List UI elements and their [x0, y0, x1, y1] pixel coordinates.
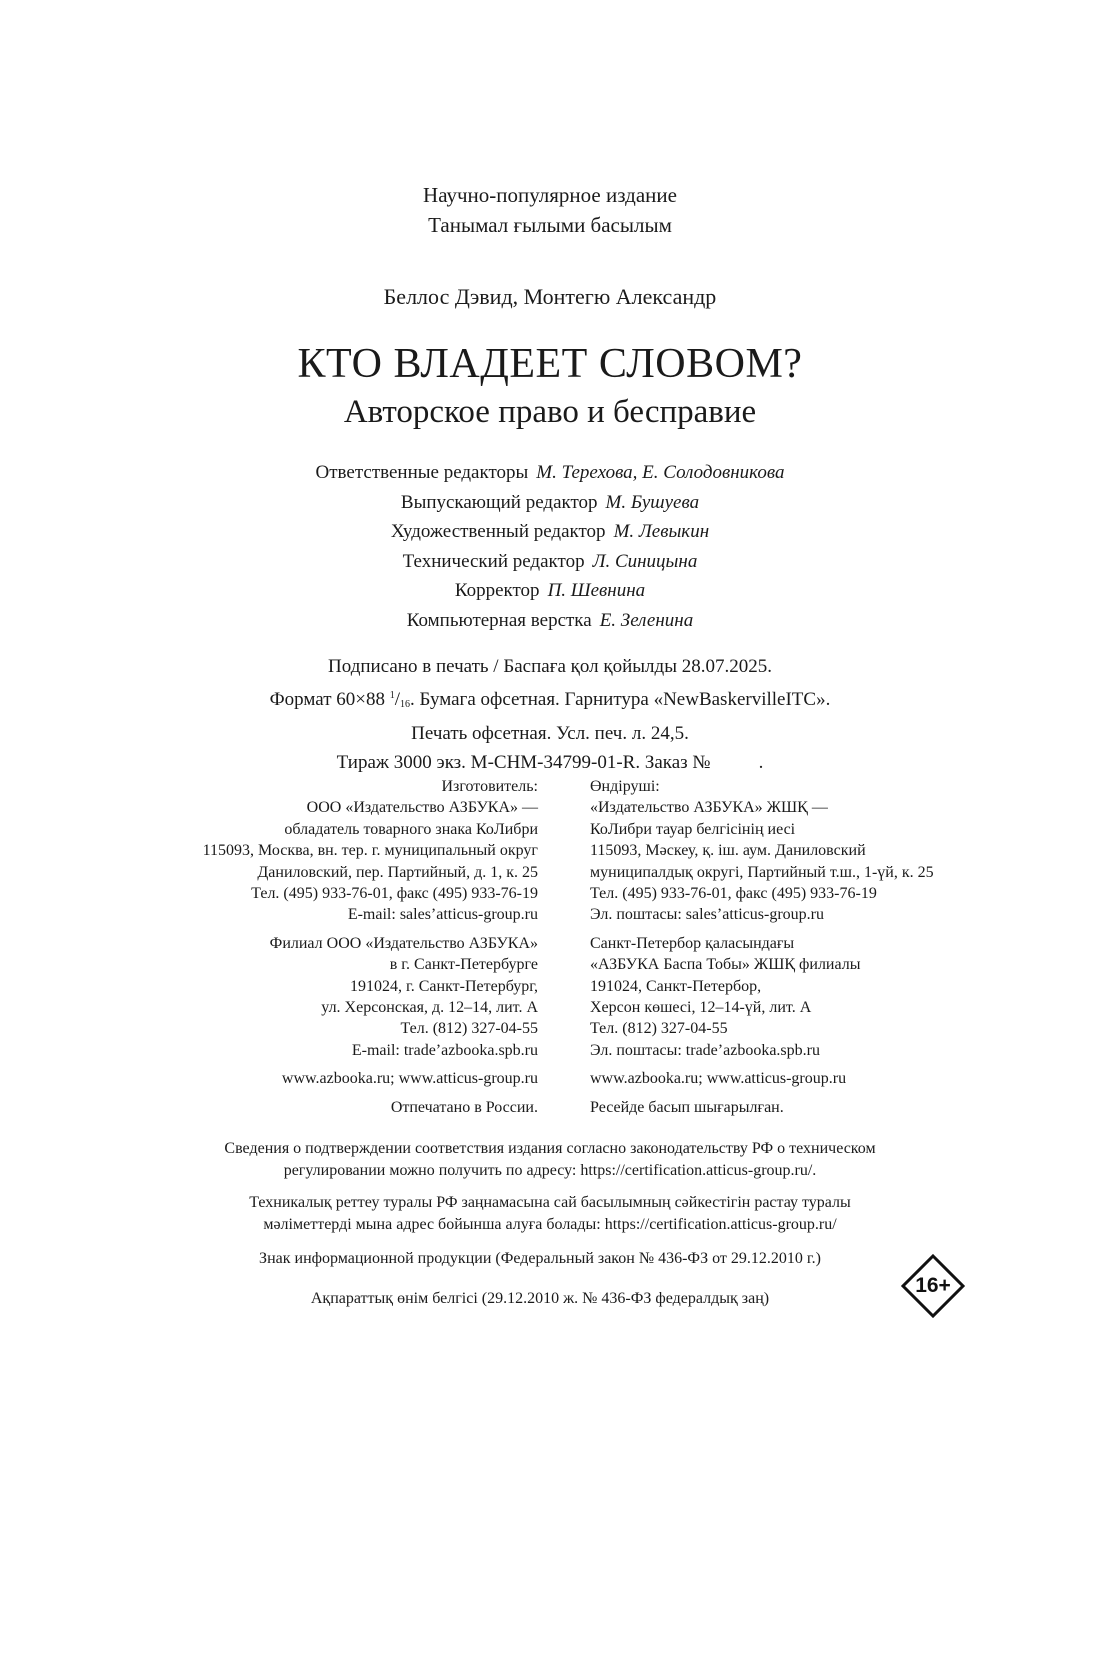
address-group [590, 1068, 934, 1089]
note-line: мәліметтерді мына адрес бойынша алуға болады: https://certification.atticus-group.ru/ [263, 1215, 837, 1233]
printing-line: Печать офсетная. Усл. печ. л. 24,5. [411, 723, 689, 744]
address-line: 115093, Мәскеу, қ. іш. аум. Даниловский [590, 842, 866, 860]
credit-name: М. Левыкин [613, 521, 710, 542]
credit-line [0, 458, 1100, 488]
fraction-denominator: 16 [400, 699, 411, 710]
address-line: www.azbooka.ru; www.atticus-group.ru [590, 1070, 847, 1088]
address-group [203, 933, 538, 1061]
address-line: E-mail: trade’azbooka.spb.ru [351, 1041, 538, 1059]
sign-text-kz: Ақпараттық өнім белгісі (29.12.2010 ж. № 436-ФЗ федералдық заң) [310, 1290, 770, 1307]
signed-date: Подписано в печать / Баспаға қол қойылды 28.07.2025. [328, 656, 772, 677]
circulation-text: Тираж 3000 экз. M-CHM-34799-01-R. Заказ № [336, 752, 711, 773]
credit-role: Корректор [454, 580, 540, 601]
address-line: «АЗБУКА Баспа Тобы» ЖШҚ филиалы [590, 956, 861, 974]
credit-name: М. Терехова, Е. Солодовникова [536, 462, 785, 483]
credit-line [0, 547, 1100, 577]
certification-note-kz [0, 1192, 1100, 1235]
address-line: Тел. (495) 933-76-01, факс (495) 933-76-19 [590, 885, 877, 903]
address-line: муниципалдық округі, Партийный т.ш., 1-үй, к. 25 [590, 863, 934, 881]
address-line: E-mail: sales’atticus-group.ru [347, 906, 538, 924]
format-line [0, 681, 1100, 719]
address-line: ул. Херсонская, д. 12–14, лит. А [321, 999, 538, 1017]
address-line: 115093, Москва, вн. тер. г. муниципальный округ [202, 842, 538, 860]
age-rating-badge [901, 1254, 965, 1318]
address-line: Филиал ООО «Издательство АЗБУКА» [269, 934, 538, 952]
format-fraction: $^1/_{16}$ [389, 689, 411, 710]
address-line: Тел. (495) 933-76-01, факс (495) 933-76-19 [251, 885, 538, 903]
address-line: Эл. поштасы: trade’azbooka.spb.ru [590, 1041, 820, 1059]
address-group [203, 1097, 538, 1118]
manufacturer-kz-column [590, 776, 934, 1125]
address-line: ООО «Издательство АЗБУКА» — [306, 799, 538, 817]
address-line: «Издательство АЗБУКА» ЖШҚ — [590, 799, 828, 817]
address-line: www.azbooka.ru; www.atticus-group.ru [281, 1070, 538, 1088]
credit-role: Технический редактор [402, 550, 585, 572]
address-line: Ресейде басып шығарылған. [590, 1098, 784, 1116]
address-group [590, 1097, 934, 1118]
credit-line [0, 576, 1100, 606]
sign-text-ru: Знак информационной продукции (Федеральный закон № 436-ФЗ от 29.12.2010 г.) [259, 1250, 821, 1267]
address-line: 191024, г. Санкт-Петербург, [349, 977, 538, 995]
address-group [203, 1068, 538, 1089]
address-line: Отпечатано в России. [390, 1098, 538, 1116]
address-line: Өндіруші: [590, 778, 660, 795]
address-line: Тел. (812) 327-04-55 [590, 1020, 728, 1038]
address-line: Эл. поштасы: sales’atticus-group.ru [590, 906, 824, 924]
address-group [590, 933, 934, 1061]
address-line: обладатель товарного знака КоЛибри [284, 820, 538, 838]
book-title: КТО ВЛАДЕЕТ СЛОВОМ? [297, 341, 803, 387]
book-authors: Беллос Дэвид, Монтегю Александр [383, 284, 717, 309]
certification-notes [0, 1138, 1100, 1246]
credit-role: Художественный редактор [390, 521, 606, 542]
manufacturer-ru-column [203, 776, 538, 1125]
print-info [0, 652, 1100, 777]
address-line: Изготовитель: [441, 778, 538, 795]
credit-name: Е. Зеленина [599, 609, 694, 631]
certification-note-ru [0, 1138, 1100, 1181]
age-rating-label: 16+ [915, 1274, 951, 1297]
fraction-numerator: 1 [389, 690, 395, 701]
format-prefix: Формат 60×88 [269, 689, 390, 710]
order-end: . [758, 752, 764, 773]
genre-kz: Танымал ғылыми басылым [428, 213, 672, 237]
credit-name: М. Бушуева [605, 491, 700, 513]
note-line: Сведения о подтверждении соответствия издания согласно законодательству РФ о техническом [224, 1140, 876, 1157]
address-line: Санкт-Петербор қаласындағы [590, 934, 795, 952]
note-line: Техникалық реттеу туралы РФ заңнамасына сай басылымның сәйкестігін растау туралы [249, 1194, 851, 1211]
credit-role: Выпускающий редактор [400, 491, 598, 513]
address-line: Тел. (812) 327-04-55 [400, 1020, 538, 1038]
credit-line [0, 488, 1100, 518]
address-line: КоЛибри тауар белгісінің иесі [590, 820, 796, 838]
address-line: Даниловский, пер. Партийный, д. 1, к. 25 [257, 863, 538, 881]
credit-role: Компьютерная верстка [406, 609, 592, 631]
note-line: регулировании можно получить по адресу: https://certification.atticus-group.ru/. [283, 1161, 817, 1179]
address-group [203, 776, 538, 926]
genre-ru: Научно-популярное издание [423, 183, 677, 207]
address-line: Херсон көшесі, 12–14-үй, лит. А [590, 999, 812, 1017]
credit-line [0, 606, 1100, 636]
address-line: 191024, Санкт-Петербор, [590, 977, 762, 995]
circulation-line [0, 748, 1100, 777]
credit-role: Ответственные редакторы [315, 462, 529, 483]
address-group [590, 776, 934, 926]
credit-name: П. Шевнина [547, 580, 646, 601]
editorial-credits [0, 458, 1100, 635]
format-suffix: . Бумага офсетная. Гарнитура «NewBaskervilleITC». [410, 689, 831, 710]
genre-block [0, 180, 1100, 240]
credit-name: Л. Синицына [592, 550, 698, 572]
credit-line [0, 517, 1100, 547]
address-line: в г. Санкт-Петербурге [389, 956, 538, 974]
book-subtitle: Авторское право и бесправие [343, 394, 757, 430]
